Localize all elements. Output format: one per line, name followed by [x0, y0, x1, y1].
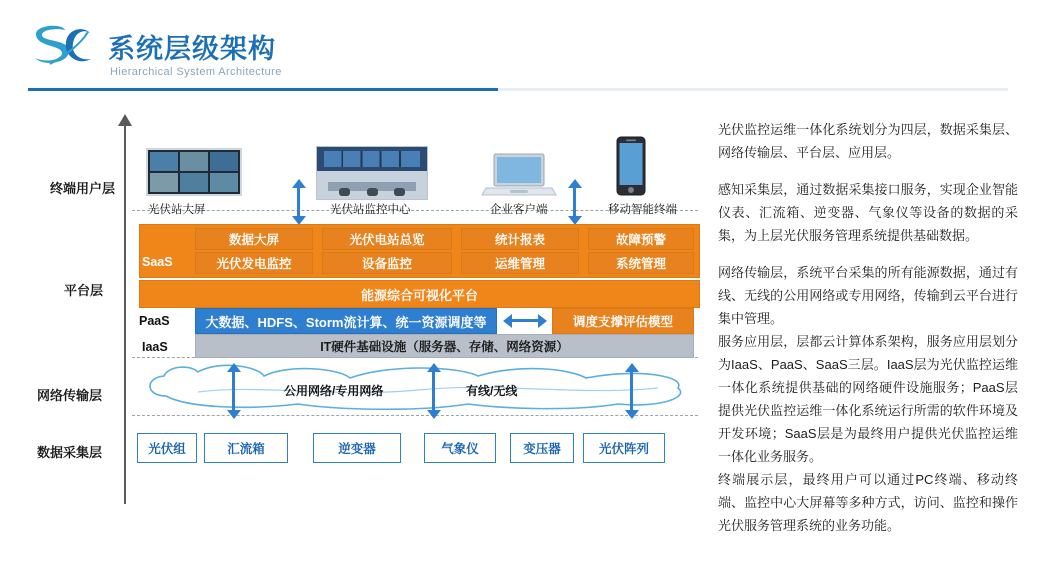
description-paragraph-3: 网络传输层，系统平台采集的所有能源数据，通过有线、无线的公用网络或专用网络，传输到云平台进行集中管理。	[718, 265, 1018, 326]
network-label-public: 公用网络/专用网络	[284, 384, 384, 398]
energy-visualization-platform-bar[interactable]: 能源综合可视化平台	[139, 280, 700, 308]
description-paragraph-4: 服务应用层，层都云计算体系架构，服务应用层划分为IaaS、PaaS、SaaS三层。IaaS层为光伏监控运维一体化系统提供基础的网络硬件设施服务；PaaS层提供光伏监控运维一体化系统运行所需的软件环境及开发环境；SaaS层是为最终用户提供光伏监控运维一体化业务服务。	[718, 334, 1018, 464]
network-label-wired-wireless: 有线/无线	[466, 384, 518, 398]
caption-screen-wall: 光伏站大屏	[148, 204, 206, 216]
arrow-client-to-saas	[573, 188, 576, 216]
saas-item-fault-alarm[interactable]: 故障预警	[588, 228, 694, 250]
arrow-paas-link	[512, 319, 538, 322]
arrow-network-right	[630, 372, 633, 410]
arrow-controlroom-to-saas	[297, 188, 300, 216]
saas-item-data-screen[interactable]: 数据大屏	[195, 228, 313, 250]
layer-axis	[124, 124, 126, 504]
collect-node-pv-module[interactable]: 光伏组	[137, 433, 197, 463]
paas-dispatch-model-box[interactable]: 调度支撑评估模型	[552, 308, 694, 334]
saas-item-system-management[interactable]: 系统管理	[588, 252, 694, 274]
iaas-infrastructure-box[interactable]: IT硬件基础设施（服务器、存储、网络资源）	[195, 334, 694, 358]
logo-sc-icon	[28, 20, 100, 72]
smartphone-icon	[614, 136, 648, 203]
header-divider-accent	[28, 88, 498, 91]
layer-label-terminal: 终端用户层	[50, 181, 116, 196]
saas-tag: SaaS	[142, 255, 173, 269]
collect-node-weather-station[interactable]: 气象仪	[424, 433, 496, 463]
saas-item-pv-generation-monitor[interactable]: 光伏发电监控	[195, 252, 313, 274]
laptop-icon	[480, 152, 558, 203]
divider-network-collect	[132, 415, 698, 416]
iaas-tag: IaaS	[142, 340, 168, 354]
paas-bigdata-box[interactable]: 大数据、HDFS、Storm流计算、统一资源调度等	[195, 308, 497, 334]
arrow-network-left	[232, 372, 235, 410]
description-paragraph-5: 终端展示层，最终用户可以通过PC终端、移动终端、监控中心大屏幕等多种方式，访问、监控和操作光伏服务管理系统的业务功能。	[718, 472, 1018, 533]
page-subtitle: Hierarchical System Architecture	[110, 66, 282, 78]
paas-tag: PaaS	[139, 314, 170, 328]
architecture-diagram	[0, 100, 700, 570]
description-panel	[718, 118, 1018, 537]
saas-item-om-management[interactable]: 运维管理	[461, 252, 579, 274]
layer-label-network: 网络传输层	[37, 388, 103, 403]
caption-mobile-terminal: 移动智能终端	[608, 204, 677, 216]
collect-node-inverter[interactable]: 逆变器	[313, 433, 401, 463]
page-title: 系统层级架构	[108, 34, 276, 64]
page-header	[0, 0, 1037, 86]
control-room-icon	[316, 146, 428, 200]
layer-label-platform: 平台层	[64, 283, 104, 298]
caption-control-room: 光伏站监控中心	[330, 204, 411, 216]
collect-node-combiner-box[interactable]: 汇流箱	[204, 433, 288, 463]
screen-wall-icon	[146, 148, 242, 196]
layer-label-collect: 数据采集层	[37, 445, 103, 460]
description-paragraph-2: 感知采集层，通过数据采集接口服务，实现企业智能仪表、汇流箱、逆变器、气象仪等设备的数据的采集，为上层光伏服务管理系统提供基础数据。	[718, 182, 1018, 243]
caption-enterprise-client: 企业客户端	[490, 204, 548, 216]
saas-item-station-overview[interactable]: 光伏电站总览	[322, 228, 452, 250]
collect-node-pv-array[interactable]: 光伏阵列	[583, 433, 665, 463]
network-cloud-icon	[138, 362, 698, 414]
collect-node-transformer[interactable]: 变压器	[510, 433, 574, 463]
arrow-network-mid	[432, 372, 435, 410]
saas-item-device-monitor[interactable]: 设备监控	[322, 252, 452, 274]
saas-item-statistics-report[interactable]: 统计报表	[461, 228, 579, 250]
description-paragraph-1: 光伏监控运维一体化系统划分为四层，数据采集层、网络传输层、平台层、应用层。	[718, 122, 1018, 160]
